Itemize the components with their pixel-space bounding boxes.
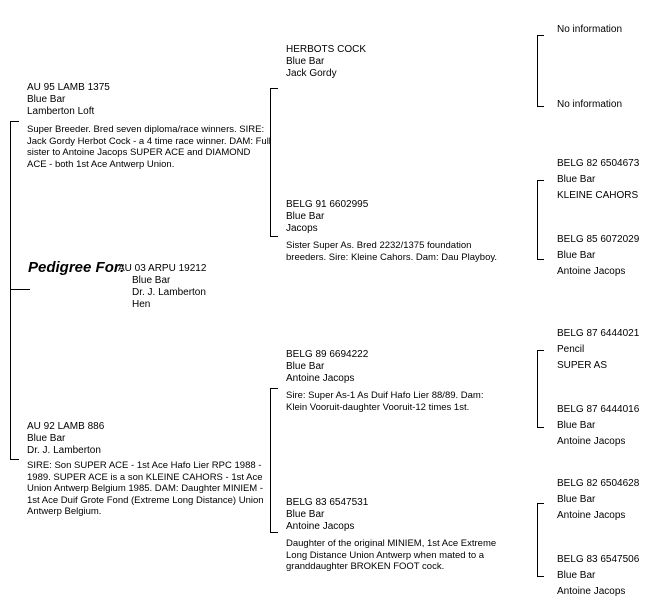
ggp-4-line1: BELG 85 6072029 — [557, 234, 640, 245]
ggp-5-line2: Pencil — [557, 344, 585, 355]
ggp-8-line2: Blue Bar — [557, 570, 596, 581]
subject-info — [118, 263, 207, 311]
sire-bracket-top-tick — [270, 88, 278, 89]
gp-sd-band: BELG 91 6602995 — [286, 199, 369, 210]
dam-notes: SIRE: Son SUPER ACE - 1st Ace Hafo Lier RPC 1988 - 1989. SUPER ACE is a son KLEINE CAHORS - 1st Ace Union Antwerp Belgium 1985. DAM: Daughter MINIEM - 1st Ace Duif Grote Fond (Extreme Long Distance) Union Antwerp Belgium. — [27, 460, 264, 517]
ggp-8 — [557, 554, 639, 598]
ggp-6-line3: Antoine Jacops — [557, 436, 626, 447]
gp-sd-color: Blue Bar — [286, 211, 325, 222]
gp-ss-owner: Jack Gordy — [286, 68, 337, 79]
gp-ss-color: Blue Bar — [286, 56, 325, 67]
gp-dd-color: Blue Bar — [286, 509, 325, 520]
ggp-8-line3: Antoine Jacops — [557, 586, 626, 597]
ggp-bracket-2-bottom — [537, 259, 544, 260]
subject-color: Blue Bar — [132, 275, 171, 286]
subject-bracket-connector — [10, 289, 30, 290]
ggp-bracket-4-top — [537, 503, 544, 504]
ggp-7 — [557, 478, 639, 522]
ggp-1 — [557, 24, 622, 36]
dam-info — [27, 421, 104, 457]
dam-band: AU 92 LAMB 886 — [27, 421, 105, 432]
gp-dd-band: BELG 83 6547531 — [286, 497, 369, 508]
dam-bracket-top-tick — [270, 388, 278, 389]
pedigree-heading: Pedigree For: — [28, 259, 125, 276]
ggp-bracket-1-line — [537, 35, 538, 106]
ggp-bracket-2-line — [537, 180, 538, 259]
grandsire-maternal — [286, 349, 368, 385]
ggp-3-line3: KLEINE CAHORS — [557, 190, 639, 201]
ggp-bracket-4-bottom — [537, 576, 544, 577]
ggp-3-line2: Blue Bar — [557, 174, 596, 185]
gp-dd-owner: Antoine Jacops — [286, 521, 355, 532]
subject-bracket-top-tick — [10, 121, 19, 122]
ggp-6 — [557, 404, 639, 448]
subject-bracket-bottom-tick — [10, 459, 19, 460]
gp-dd-notes: Daughter of the original MINIEM, 1st Ace Extreme Long Distance Union Antwerp when mated to a granddaughter BROKEN FOOT cock. — [286, 538, 497, 572]
sire-color: Blue Bar — [27, 94, 66, 105]
ggp-2-line1: No information — [557, 99, 623, 110]
gp-ds-band: BELG 89 6694222 — [286, 349, 369, 360]
ggp-8-line1: BELG 83 6547506 — [557, 554, 640, 565]
ggp-7-line1: BELG 82 6504628 — [557, 478, 640, 489]
sire-bracket-bottom-tick — [270, 236, 278, 237]
gp-ds-color: Blue Bar — [286, 361, 325, 372]
ggp-7-line3: Antoine Jacops — [557, 510, 626, 521]
granddam-maternal — [286, 497, 368, 533]
subject-bracket-line — [10, 121, 11, 459]
dam-color: Blue Bar — [27, 433, 66, 444]
sire-info — [27, 82, 110, 118]
ggp-5-line3: SUPER AS — [557, 360, 608, 371]
ggp-3-line1: BELG 82 6504673 — [557, 158, 640, 169]
subject-owner: Dr. J. Lamberton — [132, 287, 206, 298]
ggp-bracket-3-line — [537, 350, 538, 427]
ggp-2 — [557, 99, 622, 111]
sire-owner: Lamberton Loft — [27, 106, 95, 117]
gp-sd-notes: Sister Super As. Bred 2232/1375 foundation breeders. Sire: Kleine Cahors. Dam: Dau Playboy. — [286, 240, 498, 263]
dam-bracket-bottom-tick — [270, 532, 278, 533]
ggp-6-line2: Blue Bar — [557, 420, 596, 431]
ggp-bracket-2-top — [537, 180, 544, 181]
grandsire-paternal — [286, 44, 366, 80]
gp-ss-band: HERBOTS COCK — [286, 44, 367, 55]
gp-sd-owner: Jacops — [286, 223, 318, 234]
ggp-bracket-3-bottom — [537, 427, 544, 428]
ggp-5 — [557, 328, 639, 372]
ggp-6-line1: BELG 87 6444016 — [557, 404, 640, 415]
subject-sex: Hen — [132, 299, 151, 310]
ggp-7-line2: Blue Bar — [557, 494, 596, 505]
ggp-bracket-4-line — [537, 503, 538, 576]
ggp-1-line1: No information — [557, 24, 623, 35]
ggp-4-line2: Blue Bar — [557, 250, 596, 261]
sire-notes: Super Breeder. Bred seven diploma/race winners. SIRE: Jack Gordy Herbot Cock - a 4 time race winner. DAM: Full sister to Antoine Jacops SUPER ACE and DIAMOND ACE - both 1st Ace Antwerp Union. — [27, 124, 271, 170]
gp-ds-owner: Antoine Jacops — [286, 373, 355, 384]
subject-band: AU 03 ARPU 19212 — [118, 263, 207, 274]
gp-ds-notes: Sire: Super As-1 As Duif Hafo Lier 88/89. Dam: Klein Vooruit-daughter Vooruit-12 times 1st. — [286, 390, 484, 413]
ggp-bracket-1-top — [537, 35, 544, 36]
ggp-5-line1: BELG 87 6444021 — [557, 328, 640, 339]
dam-owner: Dr. J. Lamberton — [27, 445, 101, 456]
ggp-4 — [557, 234, 639, 278]
ggp-bracket-3-top — [537, 350, 544, 351]
ggp-bracket-1-bottom — [537, 106, 544, 107]
sire-band: AU 95 LAMB 1375 — [27, 82, 110, 93]
ggp-4-line3: Antoine Jacops — [557, 266, 626, 277]
granddam-paternal — [286, 199, 368, 235]
ggp-3 — [557, 158, 639, 202]
